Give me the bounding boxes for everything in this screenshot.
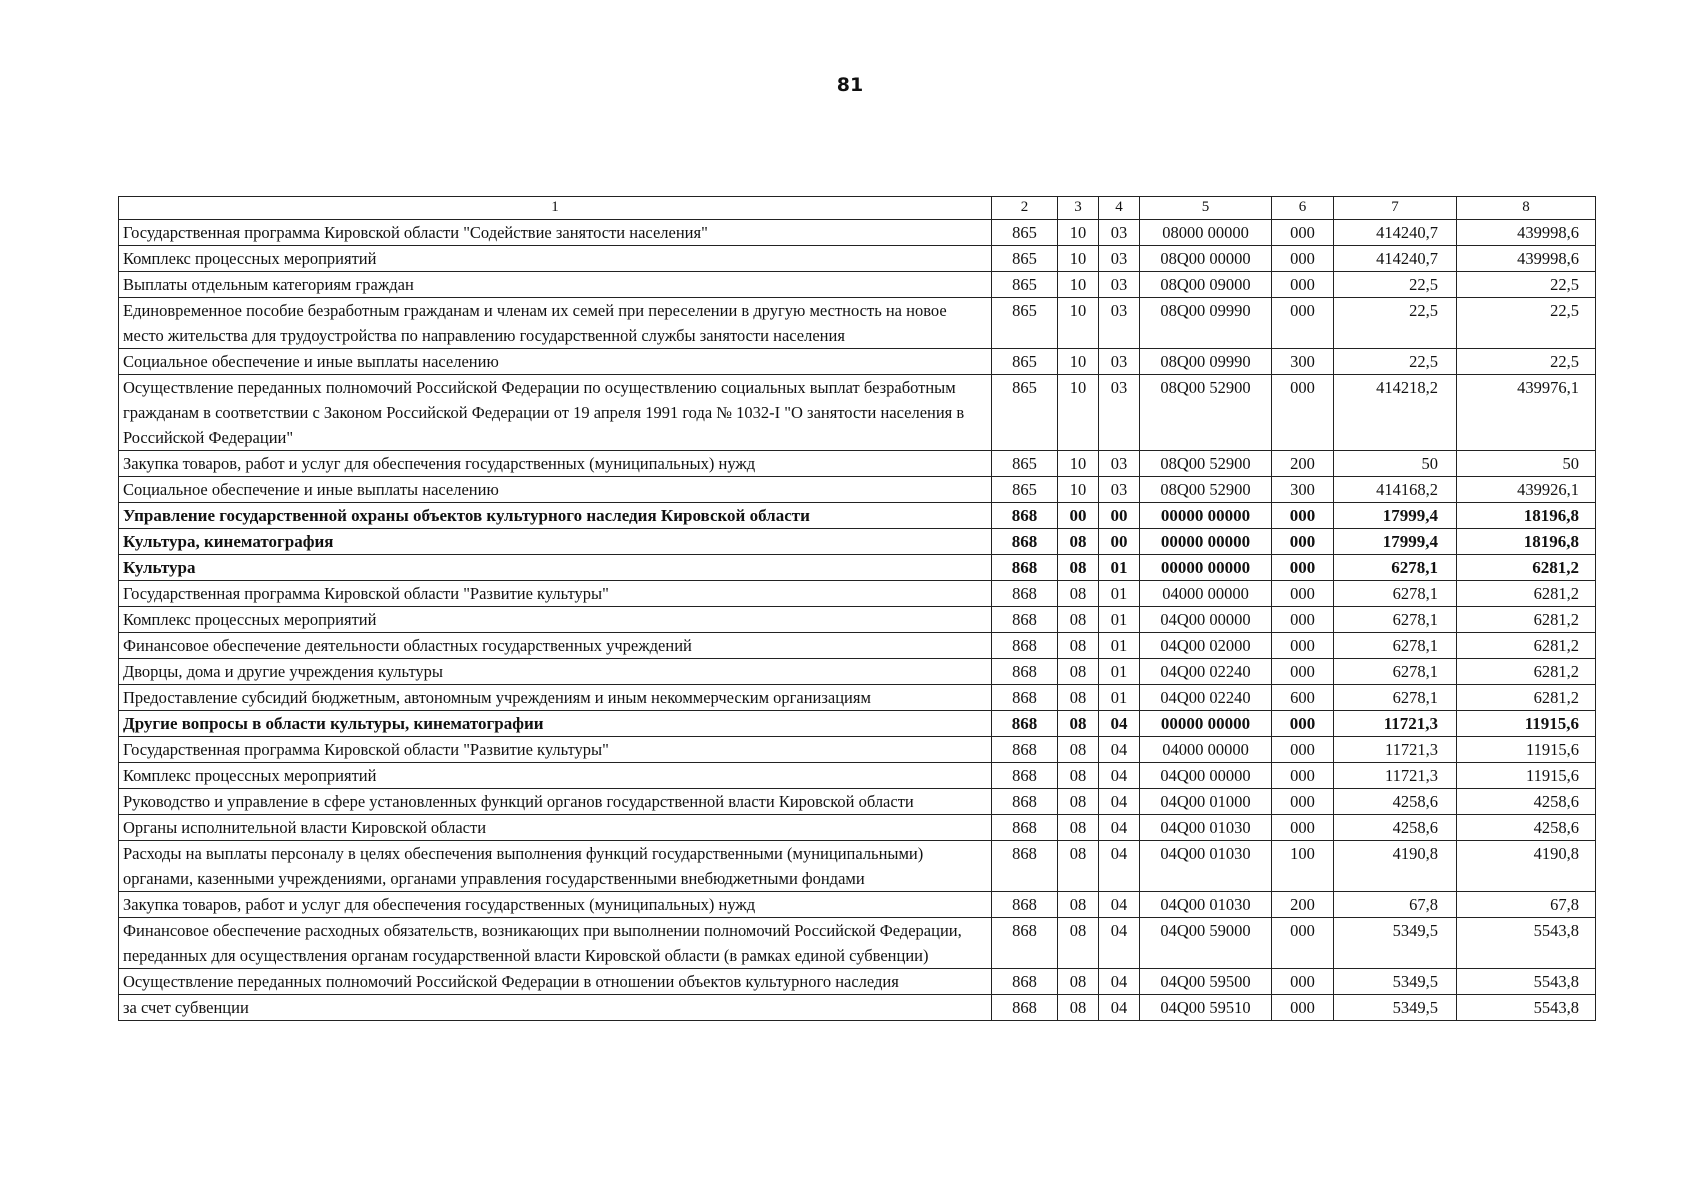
row-expense-type: 300 <box>1272 477 1334 503</box>
row-section-code: 08 <box>1058 607 1099 633</box>
row-section-code: 08 <box>1058 789 1099 815</box>
row-amount-col7: 22,5 <box>1334 349 1457 375</box>
row-expense-type: 000 <box>1272 995 1334 1021</box>
row-section-code: 08 <box>1058 529 1099 555</box>
row-expense-type: 000 <box>1272 272 1334 298</box>
header-col-6: 6 <box>1272 197 1334 220</box>
row-amount-col8: 6281,2 <box>1457 555 1596 581</box>
row-ministry-code: 868 <box>992 841 1058 892</box>
row-ministry-code: 868 <box>992 555 1058 581</box>
row-target-code: 00000 00000 <box>1140 529 1272 555</box>
row-amount-col7: 11721,3 <box>1334 711 1457 737</box>
table-row <box>119 789 1596 815</box>
row-target-code: 04Q00 59500 <box>1140 969 1272 995</box>
row-section-code: 08 <box>1058 763 1099 789</box>
row-section-code: 08 <box>1058 918 1099 969</box>
row-amount-col7: 6278,1 <box>1334 659 1457 685</box>
table-row <box>119 220 1596 246</box>
row-name-cell: Управление государственной охраны объектов культурного наследия Кировской области <box>119 503 992 529</box>
header-col-7: 7 <box>1334 197 1457 220</box>
row-subsection-code: 04 <box>1099 815 1140 841</box>
table-header-row <box>119 197 1596 220</box>
row-expense-type: 300 <box>1272 349 1334 375</box>
row-target-code: 04Q00 02240 <box>1140 685 1272 711</box>
row-amount-col8: 6281,2 <box>1457 659 1596 685</box>
header-col-3: 3 <box>1058 197 1099 220</box>
row-amount-col7: 50 <box>1334 451 1457 477</box>
row-subsection-code: 03 <box>1099 451 1140 477</box>
row-expense-type: 200 <box>1272 451 1334 477</box>
row-name-cell: Комплекс процессных мероприятий <box>119 607 992 633</box>
row-target-code: 08Q00 09990 <box>1140 349 1272 375</box>
table-row <box>119 581 1596 607</box>
header-col-4: 4 <box>1099 197 1140 220</box>
row-subsection-code: 01 <box>1099 581 1140 607</box>
row-target-code: 00000 00000 <box>1140 711 1272 737</box>
row-expense-type: 000 <box>1272 763 1334 789</box>
row-ministry-code: 868 <box>992 969 1058 995</box>
row-subsection-code: 03 <box>1099 298 1140 349</box>
row-target-code: 04Q00 00000 <box>1140 607 1272 633</box>
table-row <box>119 918 1596 969</box>
row-ministry-code: 868 <box>992 503 1058 529</box>
header-col-1: 1 <box>119 197 992 220</box>
row-amount-col8: 439998,6 <box>1457 220 1596 246</box>
row-section-code: 08 <box>1058 892 1099 918</box>
row-amount-col7: 4190,8 <box>1334 841 1457 892</box>
row-amount-col7: 414240,7 <box>1334 220 1457 246</box>
row-amount-col7: 6278,1 <box>1334 581 1457 607</box>
row-expense-type: 600 <box>1272 685 1334 711</box>
row-amount-col8: 22,5 <box>1457 298 1596 349</box>
row-amount-col7: 4258,6 <box>1334 789 1457 815</box>
row-section-code: 08 <box>1058 581 1099 607</box>
row-target-code: 04Q00 02000 <box>1140 633 1272 659</box>
row-target-code: 00000 00000 <box>1140 503 1272 529</box>
row-section-code: 08 <box>1058 841 1099 892</box>
row-amount-col8: 5543,8 <box>1457 995 1596 1021</box>
table-row <box>119 995 1596 1021</box>
row-expense-type: 000 <box>1272 298 1334 349</box>
row-target-code: 04000 00000 <box>1140 737 1272 763</box>
row-target-code: 04Q00 01030 <box>1140 892 1272 918</box>
row-target-code: 08Q00 52900 <box>1140 477 1272 503</box>
header-col-5: 5 <box>1140 197 1272 220</box>
row-name-cell: Руководство и управление в сфере установленных функций органов государственной власти Кировской области <box>119 789 992 815</box>
row-target-code: 08Q00 09990 <box>1140 298 1272 349</box>
row-section-code: 08 <box>1058 685 1099 711</box>
row-subsection-code: 03 <box>1099 375 1140 451</box>
row-subsection-code: 01 <box>1099 659 1140 685</box>
row-section-code: 08 <box>1058 969 1099 995</box>
row-target-code: 04Q00 02240 <box>1140 659 1272 685</box>
row-amount-col7: 414218,2 <box>1334 375 1457 451</box>
row-section-code: 08 <box>1058 633 1099 659</box>
header-col-2: 2 <box>992 197 1058 220</box>
table-row <box>119 503 1596 529</box>
row-name-cell: Государственная программа Кировской области "Содействие занятости населения" <box>119 220 992 246</box>
row-expense-type: 000 <box>1272 659 1334 685</box>
row-subsection-code: 03 <box>1099 272 1140 298</box>
row-amount-col8: 4258,6 <box>1457 815 1596 841</box>
row-name-cell: Социальное обеспечение и иные выплаты населению <box>119 477 992 503</box>
row-ministry-code: 868 <box>992 995 1058 1021</box>
row-amount-col8: 22,5 <box>1457 349 1596 375</box>
row-target-code: 04Q00 59510 <box>1140 995 1272 1021</box>
row-target-code: 04Q00 59000 <box>1140 918 1272 969</box>
row-ministry-code: 868 <box>992 815 1058 841</box>
row-amount-col7: 5349,5 <box>1334 969 1457 995</box>
row-target-code: 04Q00 01000 <box>1140 789 1272 815</box>
row-amount-col8: 11915,6 <box>1457 711 1596 737</box>
row-section-code: 08 <box>1058 555 1099 581</box>
row-ministry-code: 868 <box>992 711 1058 737</box>
row-amount-col8: 11915,6 <box>1457 763 1596 789</box>
row-target-code: 08000 00000 <box>1140 220 1272 246</box>
row-section-code: 08 <box>1058 995 1099 1021</box>
row-name-cell: Культура, кинематография <box>119 529 992 555</box>
row-ministry-code: 868 <box>992 892 1058 918</box>
row-name-cell: Комплекс процессных мероприятий <box>119 246 992 272</box>
row-amount-col7: 17999,4 <box>1334 529 1457 555</box>
row-amount-col7: 11721,3 <box>1334 737 1457 763</box>
row-amount-col8: 50 <box>1457 451 1596 477</box>
table-row <box>119 298 1596 349</box>
table-row <box>119 685 1596 711</box>
row-amount-col8: 6281,2 <box>1457 685 1596 711</box>
row-target-code: 08Q00 00000 <box>1140 246 1272 272</box>
row-subsection-code: 04 <box>1099 841 1140 892</box>
row-amount-col8: 5543,8 <box>1457 918 1596 969</box>
row-subsection-code: 04 <box>1099 918 1140 969</box>
row-section-code: 10 <box>1058 272 1099 298</box>
row-expense-type: 000 <box>1272 633 1334 659</box>
table-row <box>119 607 1596 633</box>
table-row <box>119 659 1596 685</box>
row-name-cell: Социальное обеспечение и иные выплаты населению <box>119 349 992 375</box>
row-ministry-code: 868 <box>992 789 1058 815</box>
row-name-cell: Другие вопросы в области культуры, кинематографии <box>119 711 992 737</box>
row-subsection-code: 00 <box>1099 503 1140 529</box>
row-ministry-code: 865 <box>992 298 1058 349</box>
row-amount-col8: 22,5 <box>1457 272 1596 298</box>
row-amount-col8: 4258,6 <box>1457 789 1596 815</box>
row-ministry-code: 865 <box>992 349 1058 375</box>
table-row <box>119 841 1596 892</box>
row-ministry-code: 868 <box>992 529 1058 555</box>
row-ministry-code: 865 <box>992 220 1058 246</box>
row-amount-col7: 6278,1 <box>1334 607 1457 633</box>
row-target-code: 08Q00 52900 <box>1140 451 1272 477</box>
row-name-cell: Предоставление субсидий бюджетным, автономным учреждениям и иным некоммерческим организациям <box>119 685 992 711</box>
table-row <box>119 763 1596 789</box>
row-amount-col8: 18196,8 <box>1457 503 1596 529</box>
row-subsection-code: 04 <box>1099 737 1140 763</box>
row-name-cell: Дворцы, дома и другие учреждения культуры <box>119 659 992 685</box>
table-body <box>119 220 1596 1021</box>
row-name-cell: Расходы на выплаты персоналу в целях обеспечения выполнения функций государственными (муниципальными) органами, казенными учреждениями, органами управления государственными внебюджетными фондами <box>119 841 992 892</box>
row-amount-col7: 11721,3 <box>1334 763 1457 789</box>
row-name-cell: Осуществление переданных полномочий Российской Федерации по осуществлению социальных выплат безработным гражданам в соответствии с Законом Российской Федерации от 19 апреля 1991 года № 1032-I "О занятости населения в Российской Федерации" <box>119 375 992 451</box>
row-expense-type: 000 <box>1272 246 1334 272</box>
row-amount-col8: 439926,1 <box>1457 477 1596 503</box>
table-row <box>119 477 1596 503</box>
row-ministry-code: 868 <box>992 633 1058 659</box>
row-section-code: 00 <box>1058 503 1099 529</box>
table-row <box>119 892 1596 918</box>
row-ministry-code: 868 <box>992 763 1058 789</box>
row-amount-col7: 22,5 <box>1334 272 1457 298</box>
row-target-code: 04Q00 01030 <box>1140 841 1272 892</box>
row-expense-type: 000 <box>1272 607 1334 633</box>
row-expense-type: 000 <box>1272 737 1334 763</box>
row-target-code: 00000 00000 <box>1140 555 1272 581</box>
row-target-code: 08Q00 09000 <box>1140 272 1272 298</box>
row-amount-col8: 67,8 <box>1457 892 1596 918</box>
row-name-cell: Финансовое обеспечение деятельности областных государственных учреждений <box>119 633 992 659</box>
table-row <box>119 272 1596 298</box>
table-row <box>119 737 1596 763</box>
row-subsection-code: 04 <box>1099 995 1140 1021</box>
row-ministry-code: 865 <box>992 375 1058 451</box>
row-amount-col7: 5349,5 <box>1334 995 1457 1021</box>
table-row <box>119 529 1596 555</box>
row-expense-type: 000 <box>1272 503 1334 529</box>
row-expense-type: 000 <box>1272 555 1334 581</box>
row-amount-col8: 6281,2 <box>1457 581 1596 607</box>
table-row <box>119 969 1596 995</box>
row-expense-type: 000 <box>1272 918 1334 969</box>
row-ministry-code: 868 <box>992 918 1058 969</box>
row-amount-col7: 6278,1 <box>1334 685 1457 711</box>
row-ministry-code: 865 <box>992 451 1058 477</box>
row-subsection-code: 03 <box>1099 477 1140 503</box>
row-ministry-code: 868 <box>992 659 1058 685</box>
row-expense-type: 000 <box>1272 711 1334 737</box>
row-name-cell: Комплекс процессных мероприятий <box>119 763 992 789</box>
row-subsection-code: 03 <box>1099 246 1140 272</box>
row-name-cell: Органы исполнительной власти Кировской области <box>119 815 992 841</box>
table-row <box>119 711 1596 737</box>
row-amount-col8: 18196,8 <box>1457 529 1596 555</box>
row-expense-type: 000 <box>1272 815 1334 841</box>
row-expense-type: 000 <box>1272 529 1334 555</box>
row-subsection-code: 04 <box>1099 969 1140 995</box>
row-subsection-code: 01 <box>1099 633 1140 659</box>
row-amount-col8: 439998,6 <box>1457 246 1596 272</box>
row-name-cell: Культура <box>119 555 992 581</box>
row-expense-type: 200 <box>1272 892 1334 918</box>
row-amount-col7: 4258,6 <box>1334 815 1457 841</box>
table-row <box>119 633 1596 659</box>
row-section-code: 10 <box>1058 220 1099 246</box>
row-subsection-code: 03 <box>1099 220 1140 246</box>
row-expense-type: 000 <box>1272 220 1334 246</box>
row-name-cell: за счет субвенции <box>119 995 992 1021</box>
row-subsection-code: 04 <box>1099 763 1140 789</box>
table-row <box>119 451 1596 477</box>
row-name-cell: Финансовое обеспечение расходных обязательств, возникающих при выполнении полномочий Российской Федерации, переданных для осуществления органам государственной власти Кировской области (в рамках единой субвенции) <box>119 918 992 969</box>
row-expense-type: 000 <box>1272 375 1334 451</box>
row-section-code: 08 <box>1058 711 1099 737</box>
row-subsection-code: 03 <box>1099 349 1140 375</box>
row-amount-col7: 414168,2 <box>1334 477 1457 503</box>
row-amount-col8: 439976,1 <box>1457 375 1596 451</box>
row-name-cell: Единовременное пособие безработным гражданам и членам их семей при переселении в другую местность на новое место жительства для трудоустройства по направлению государственной службы занятости населения <box>119 298 992 349</box>
table-row <box>119 815 1596 841</box>
row-name-cell: Выплаты отдельным категориям граждан <box>119 272 992 298</box>
row-name-cell: Закупка товаров, работ и услуг для обеспечения государственных (муниципальных) нужд <box>119 892 992 918</box>
row-section-code: 10 <box>1058 477 1099 503</box>
row-subsection-code: 01 <box>1099 607 1140 633</box>
row-amount-col8: 6281,2 <box>1457 607 1596 633</box>
row-section-code: 10 <box>1058 451 1099 477</box>
row-amount-col7: 5349,5 <box>1334 918 1457 969</box>
row-name-cell: Государственная программа Кировской области "Развитие культуры" <box>119 737 992 763</box>
row-section-code: 10 <box>1058 246 1099 272</box>
row-amount-col7: 17999,4 <box>1334 503 1457 529</box>
row-section-code: 08 <box>1058 659 1099 685</box>
row-section-code: 10 <box>1058 349 1099 375</box>
row-expense-type: 000 <box>1272 581 1334 607</box>
row-section-code: 08 <box>1058 815 1099 841</box>
row-amount-col7: 22,5 <box>1334 298 1457 349</box>
row-section-code: 08 <box>1058 737 1099 763</box>
header-col-8: 8 <box>1457 197 1596 220</box>
table-row <box>119 349 1596 375</box>
row-amount-col7: 6278,1 <box>1334 633 1457 659</box>
row-amount-col8: 6281,2 <box>1457 633 1596 659</box>
row-subsection-code: 04 <box>1099 892 1140 918</box>
budget-table <box>118 196 1596 1021</box>
row-target-code: 08Q00 52900 <box>1140 375 1272 451</box>
row-amount-col7: 6278,1 <box>1334 555 1457 581</box>
row-subsection-code: 01 <box>1099 555 1140 581</box>
row-section-code: 10 <box>1058 298 1099 349</box>
page-number: 81 <box>836 74 864 96</box>
row-target-code: 04Q00 00000 <box>1140 763 1272 789</box>
row-subsection-code: 01 <box>1099 685 1140 711</box>
row-amount-col8: 4190,8 <box>1457 841 1596 892</box>
row-amount-col8: 5543,8 <box>1457 969 1596 995</box>
row-ministry-code: 865 <box>992 272 1058 298</box>
row-section-code: 10 <box>1058 375 1099 451</box>
row-name-cell: Закупка товаров, работ и услуг для обеспечения государственных (муниципальных) нужд <box>119 451 992 477</box>
table-row <box>119 375 1596 451</box>
row-amount-col7: 414240,7 <box>1334 246 1457 272</box>
row-ministry-code: 865 <box>992 246 1058 272</box>
row-amount-col8: 11915,6 <box>1457 737 1596 763</box>
row-expense-type: 100 <box>1272 841 1334 892</box>
table-row <box>119 246 1596 272</box>
budget-table-container <box>118 196 1596 1021</box>
row-ministry-code: 865 <box>992 477 1058 503</box>
row-target-code: 04000 00000 <box>1140 581 1272 607</box>
row-name-cell: Государственная программа Кировской области "Развитие культуры" <box>119 581 992 607</box>
row-ministry-code: 868 <box>992 581 1058 607</box>
row-target-code: 04Q00 01030 <box>1140 815 1272 841</box>
row-subsection-code: 04 <box>1099 711 1140 737</box>
row-name-cell: Осуществление переданных полномочий Российской Федерации в отношении объектов культурного наследия <box>119 969 992 995</box>
row-subsection-code: 00 <box>1099 529 1140 555</box>
row-expense-type: 000 <box>1272 969 1334 995</box>
table-row <box>119 555 1596 581</box>
row-subsection-code: 04 <box>1099 789 1140 815</box>
row-ministry-code: 868 <box>992 737 1058 763</box>
row-expense-type: 000 <box>1272 789 1334 815</box>
row-amount-col7: 67,8 <box>1334 892 1457 918</box>
row-ministry-code: 868 <box>992 607 1058 633</box>
row-ministry-code: 868 <box>992 685 1058 711</box>
